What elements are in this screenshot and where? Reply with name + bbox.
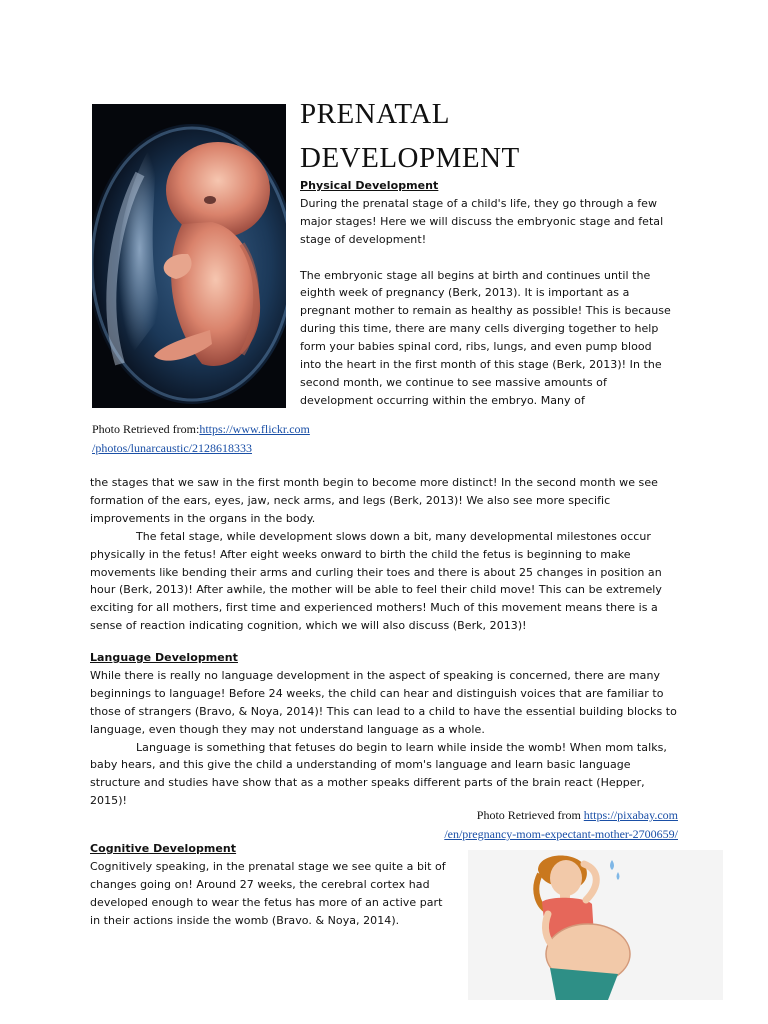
cognitive-paragraph-1: Cognitively speaking, in the prenatal stage we see quite a bit of changes going on! Around 27 weeks, the cerebral cortex had developed enough to wear the fetus has more of an active part in their actions inside the womb (Bravo. & Noya, 2014). [90, 859, 446, 927]
photo-credit-1-link-a[interactable]: https://www.flickr.com [199, 422, 310, 436]
photo-credit-1 [92, 420, 352, 458]
language-paragraph-2: Language is something that fetuses do begin to learn while inside the womb! When mom talks, baby hears, and this give the child a understanding of mom's language and learn basic language structure and studies have show that as a mother speaks different parts of the brain react (Hepper, 2015)! [90, 740, 667, 808]
photo-credit-2-link-a[interactable]: https://pixabay.com [583, 808, 678, 822]
pregnant-mother-drawing [468, 850, 723, 1000]
physical-heading: Physical Development [300, 179, 439, 192]
photo-credit-1-link-b[interactable]: /photos/lunarcaustic/2128618333 [92, 441, 252, 455]
page-title-line1: PRENATAL [300, 98, 450, 130]
physical-continued [90, 474, 680, 635]
language-section [90, 649, 680, 810]
embryo-illustration [92, 104, 286, 408]
physical-paragraph-3: the stages that we saw in the first month begin to become more distinct! In the second month we see formation of the ears, eyes, jaw, neck arms, and legs (Berk, 2013)! We also see more specific improvements in the organs in the body. [90, 476, 658, 525]
photo-credit-2-link-b[interactable]: /en/pregnancy-mom-expectant-mother-2700659/ [444, 827, 678, 841]
cognitive-heading: Cognitive Development [90, 842, 237, 855]
language-paragraph-1: While there is really no language development in the aspect of speaking is concerned, there are many beginnings to language! Before 24 weeks, the child can hear and distinguish voices that are familiar to those of strangers (Bravo, & Noya, 2014)! This can lead to a child to have the essential building blocks to language, even though they may not understand language as a whole. [90, 668, 677, 736]
physical-section [300, 177, 676, 410]
pregnant-mother-illustration [468, 850, 723, 1000]
physical-paragraph-4: The fetal stage, while development slows down a bit, many developmental milestones occur physically in the fetus! After eight weeks onward to birth the child the fetus is beginning to make movements like bending their arms and curling their toes and there is about 25 changes in position an hour (Berk, 2013)! After awhile, the mother will be able to feel their child move! This can be extremely exciting for all mothers, first time and experienced mothers! Much of this movement means there is a sense of reaction indicating cognition, which we will also discuss (Berk, 2013)! [90, 529, 662, 633]
physical-paragraph-1: During the prenatal stage of a child's life, they go through a few major stages! Here we will discuss the embryonic stage and fetal stage of development! [300, 196, 664, 246]
embryo-photo [92, 104, 286, 408]
photo-credit-2 [380, 806, 678, 844]
cognitive-section [90, 840, 450, 930]
language-heading: Language Development [90, 651, 238, 664]
photo-credit-1-prefix: Photo Retrieved from: [92, 422, 200, 436]
page-title-line2: DEVELOPMENT [300, 142, 520, 174]
physical-paragraph-2: The embryonic stage all begins at birth and continues until the eighth week of pregnancy (Berk, 2013). It is important as a pregnant mother to remain as healthy as possible! This is because during this time, there are many cells diverging together to help form your babies spinal cord, ribs, lungs, and even pump blood into the heart in the first month of this stage (Berk, 2013)! In the second month, we continue to see massive amounts of development occurring within the embryo. Many of [300, 268, 671, 407]
photo-credit-2-prefix: Photo Retrieved from [476, 808, 584, 822]
